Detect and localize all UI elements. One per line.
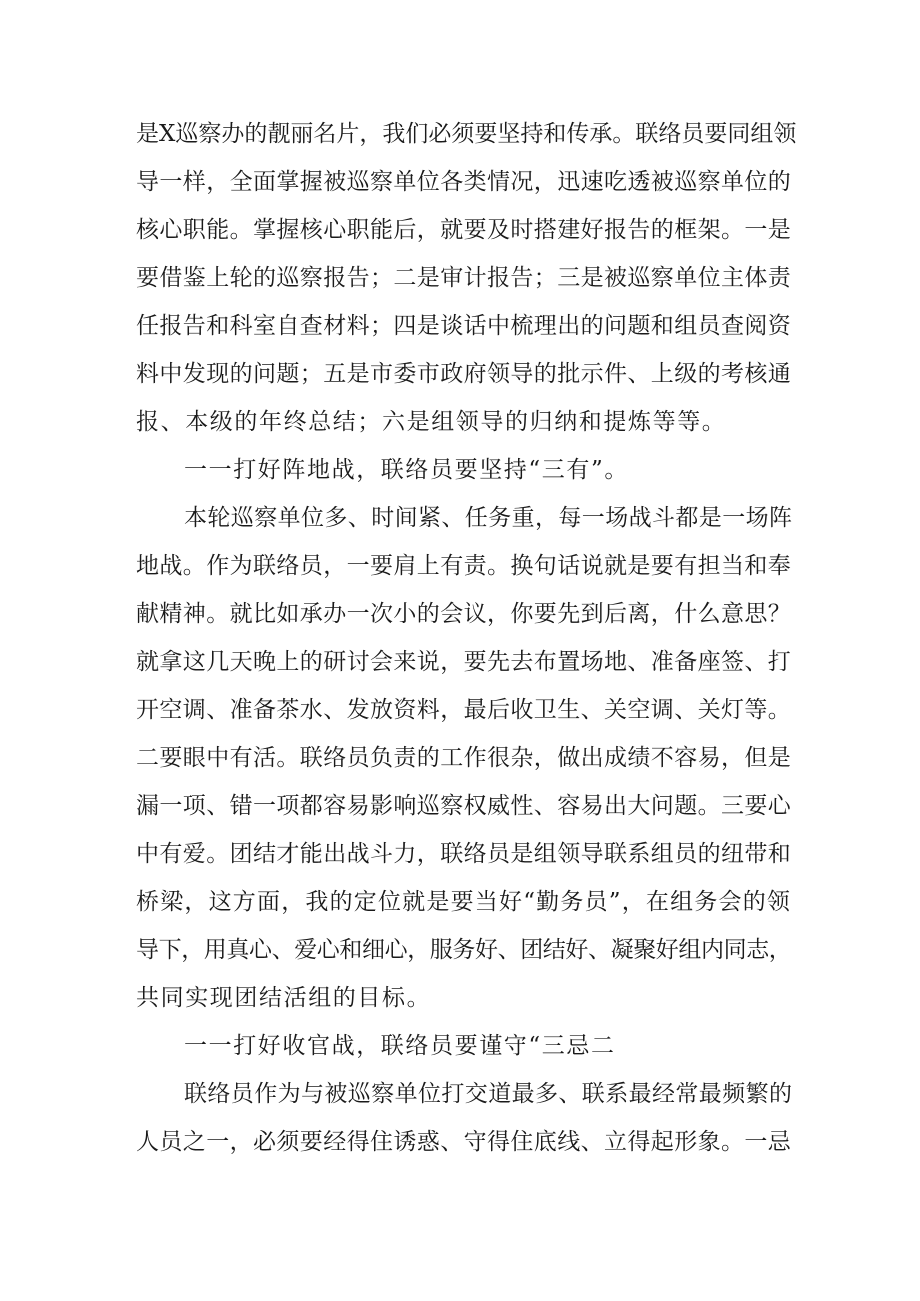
text-line: 共同实现团结活组的目标。 bbox=[136, 985, 432, 1011]
text-line: 报、本级的年终总结；六是组领导的归纳和提炼等等。 bbox=[136, 409, 727, 435]
text-line: 二要眼中有活。联络员负责的工作很杂，做出成绩不容易，但是 bbox=[136, 745, 792, 771]
text-line: 本轮巡察单位多、时间紧、任务重，每一场战斗都是一场阵 bbox=[184, 505, 793, 531]
text-line: 联络员作为与被巡察单位打交道最多、联系最经常最频繁的 bbox=[184, 1081, 793, 1107]
text-line: 导下，用真心、爱心和细心，服务好、团结好、凝聚好组内同志， bbox=[136, 937, 792, 963]
text-line: 核心职能。掌握核心职能后，就要及时搭建好报告的框架。一是 bbox=[136, 217, 792, 243]
text-line: 料中发现的问题；五是市委市政府领导的批示件、上级的考核通 bbox=[136, 361, 792, 387]
text-line: 就拿这几天晚上的研讨会来说，要先去布置场地、准备座签、打 bbox=[136, 649, 792, 675]
document-body bbox=[136, 110, 796, 1166]
text-line: 开空调、准备茶水、发放资料，最后收卫生、关空调、关灯等。 bbox=[136, 697, 792, 723]
text-line: 一一打好收官战，联络员要谨守“三忌二 bbox=[184, 1033, 616, 1059]
text-line: 任报告和科室自查材料；四是谈话中梳理出的问题和组员查阅资 bbox=[136, 313, 792, 339]
text-line: 一一打好阵地战，联络员要坚持“三有”。 bbox=[184, 457, 629, 483]
text-line: 人员之一，必须要经得住诱惑、守得住底线、立得起形象。一忌 bbox=[136, 1129, 792, 1155]
text-line: 要借鉴上轮的巡察报告；二是审计报告；三是被巡察单位主体责 bbox=[136, 265, 792, 291]
text-line: 导一样，全面掌握被巡察单位各类情况，迅速吃透被巡察单位的 bbox=[136, 169, 792, 195]
text-line: 桥梁，这方面，我的定位就是要当好“勤务员”，在组务会的领 bbox=[136, 889, 792, 915]
text-line: 献精神。就比如承办一次小的会议，你要先到后离，什么意思？ bbox=[136, 601, 792, 627]
text-line: 是X巡察办的靓丽名片，我们必须要坚持和传承。联络员要同组领 bbox=[136, 121, 797, 147]
text-line: 漏一项、错一项都容易影响巡察权威性、容易出大问题。三要心 bbox=[136, 793, 792, 819]
text-line: 地战。作为联络员，一要肩上有责。换句话说就是要有担当和奉 bbox=[136, 553, 792, 579]
text-line: 中有爱。团结才能出战斗力，联络员是组领导联系组员的纽带和 bbox=[136, 841, 792, 867]
